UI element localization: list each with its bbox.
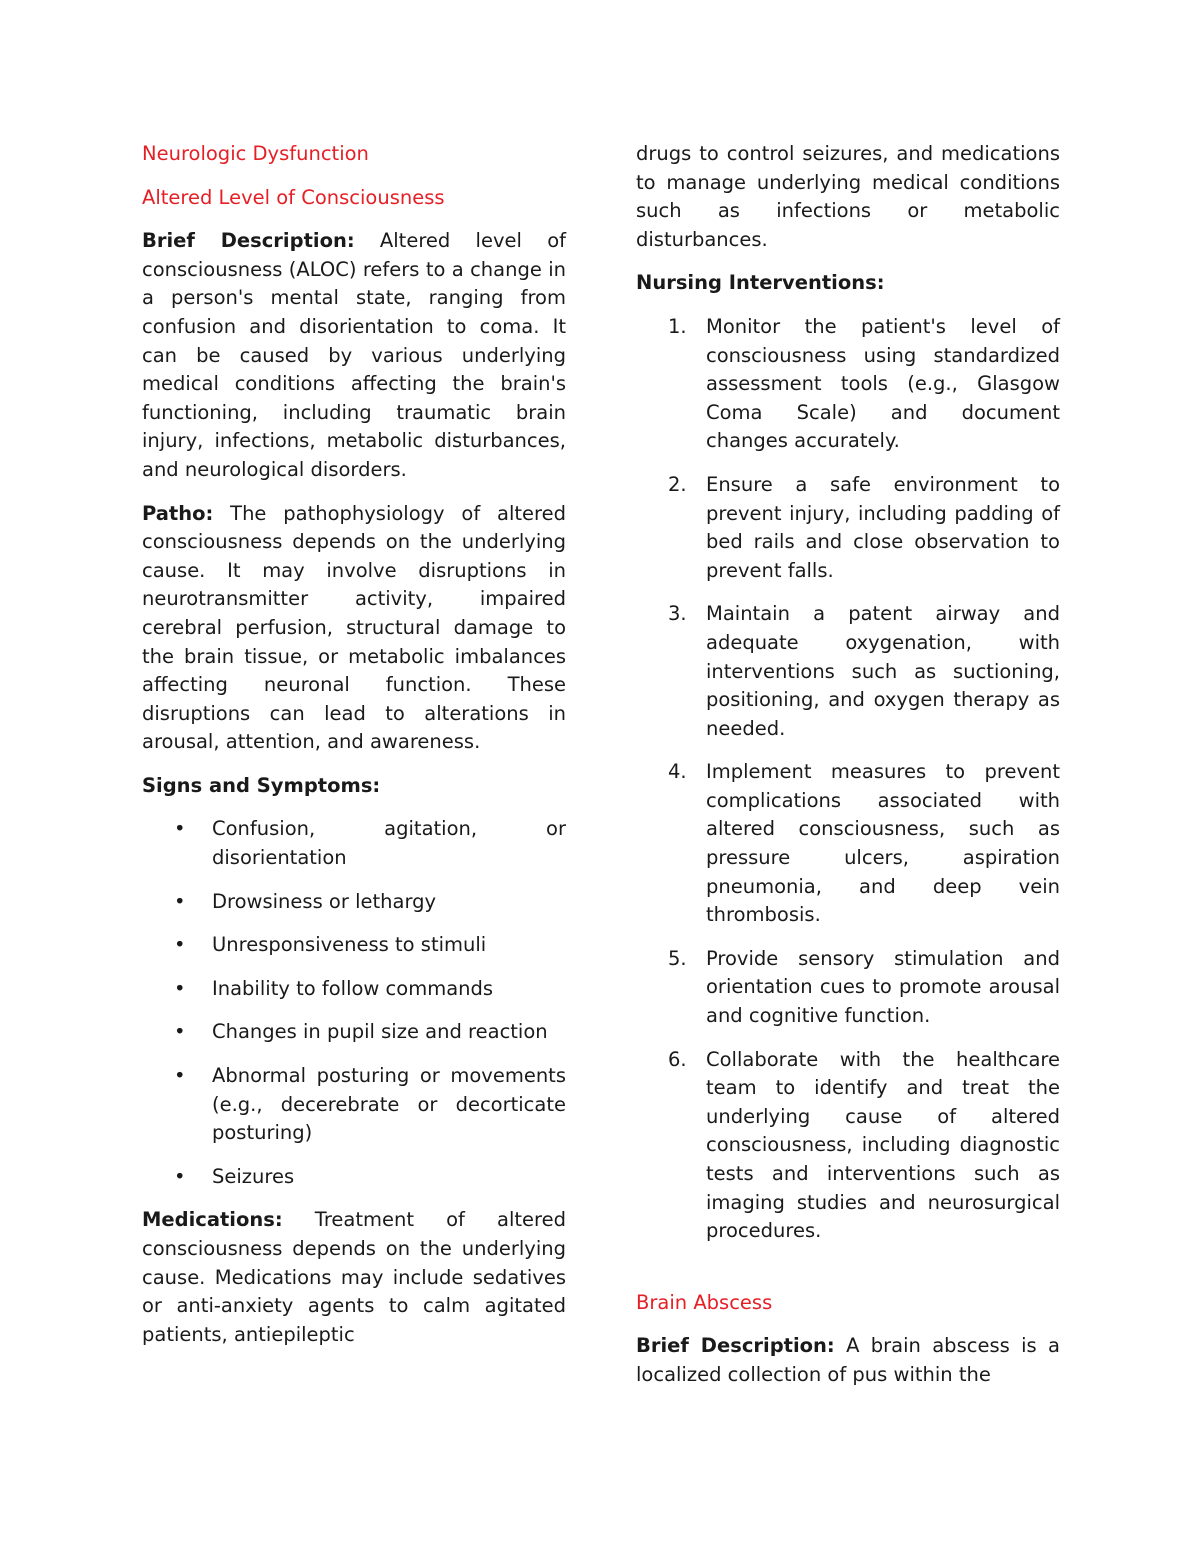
list-item: • Drowsiness or lethargy <box>142 888 566 917</box>
item-number: 4. <box>668 760 687 784</box>
list-item <box>636 313 1060 456</box>
brief-description-label: Brief Description: <box>636 1334 835 1358</box>
patho-paragraph <box>142 500 566 757</box>
signs-list <box>142 815 566 1191</box>
list-item: • Changes in pupil size and reaction <box>142 1018 566 1047</box>
brief-description-text: Altered level of consciousness (ALOC) refers to a change in a person's mental state, ranging from confusion and disorientation to coma. It can be caused by various underlying medical conditions affecting the brain's functioning, including traumatic brain injury, infections, metabolic disturbances, and neurological disorders. <box>142 229 566 481</box>
list-item <box>636 1046 1060 1246</box>
list-item <box>636 945 1060 1031</box>
left-column <box>142 140 566 1364</box>
brief-description-label: Brief Description: <box>142 229 355 253</box>
medications-continued: drugs to control seizures, and medications to manage underlying medical conditions such as infections or metabolic disturbances. <box>636 142 1060 251</box>
list-item <box>636 600 1060 743</box>
item-number: 1. <box>668 314 687 338</box>
list-item: • Seizures <box>142 1163 566 1192</box>
list-item: • Unresponsiveness to stimuli <box>142 931 566 960</box>
medications-paragraph <box>142 1206 566 1349</box>
nursing-interventions-heading: Nursing Interventions: <box>636 271 885 295</box>
section-heading-brain-abscess: Brain Abscess <box>636 1290 773 1314</box>
medications-text: Treatment of altered consciousness depends on the underlying cause. Medications may include sedatives or anti-anxiety agents to calm agitated patients, antiepileptic <box>142 1208 566 1346</box>
right-column <box>636 140 1060 1405</box>
patho-label: Patho: <box>142 501 214 525</box>
item-text: Maintain a patent airway and adequate oxygenation, with interventions such as suctioning, positioning, and oxygen therapy as needed. <box>706 602 1060 740</box>
interventions-list <box>636 313 1060 1246</box>
item-number: 6. <box>668 1047 687 1071</box>
brain-abscess-brief-paragraph <box>636 1332 1060 1389</box>
list-item: • Confusion, agitation, or disorientation <box>142 815 566 872</box>
item-number: 3. <box>668 602 687 626</box>
brief-description-paragraph <box>142 227 566 484</box>
item-number: 5. <box>668 946 687 970</box>
list-item: • Inability to follow commands <box>142 975 566 1004</box>
medications-label: Medications: <box>142 1208 283 1232</box>
section-spacer <box>636 1261 1060 1289</box>
item-text: Provide sensory stimulation and orientation cues to promote arousal and cognitive function. <box>706 946 1060 1028</box>
item-number: 2. <box>668 472 687 496</box>
item-text: Ensure a safe environment to prevent injury, including padding of bed rails and close observation to prevent falls. <box>706 472 1060 582</box>
list-item <box>636 758 1060 930</box>
brief-description-text: A brain abscess is a localized collection of pus within the <box>636 1334 1060 1386</box>
item-text: Monitor the patient's level of consciousness using standardized assessment tools (e.g., Glasgow Coma Scale) and document changes accurately. <box>706 314 1060 453</box>
item-text: Implement measures to prevent complications associated with altered consciousness, such as pressure ulcers, aspiration pneumonia, and deep vein thrombosis. <box>706 760 1060 927</box>
document-title: Neurologic Dysfunction <box>142 142 369 165</box>
patho-text: The pathophysiology of altered consciousness depends on the underlying cause. It may involve disruptions in neurotransmitter activity, impaired cerebral perfusion, structural damage to the brain tissue, or metabolic imbalances affecting neuronal function. These disruptions can lead to alterations in arousal, attention, and awareness. <box>142 501 566 754</box>
section-heading-aloc: Altered Level of Consciousness <box>142 185 445 209</box>
list-item <box>636 471 1060 585</box>
signs-heading: Signs and Symptoms: <box>142 773 381 797</box>
item-text: Collaborate with the healthcare team to identify and treat the underlying cause of altered consciousness, including diagnostic tests and interventions such as imaging studies and neurosurgical procedures. <box>706 1047 1060 1243</box>
list-item: • Abnormal posturing or movements (e.g., decerebrate or decorticate posturing) <box>142 1062 566 1148</box>
